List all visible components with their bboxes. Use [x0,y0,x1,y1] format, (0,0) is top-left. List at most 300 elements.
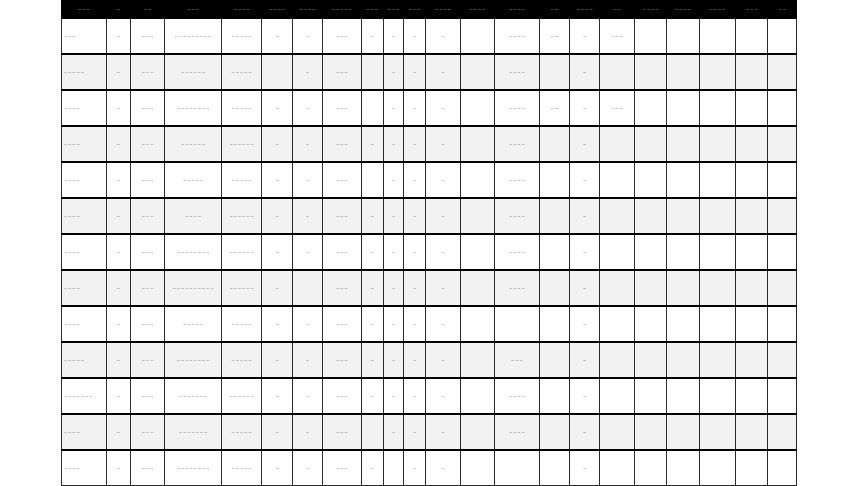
table-cell[interactable] [634,342,666,378]
table-cell[interactable]: — — — — — — — — — — [165,270,222,306]
table-cell[interactable]: — [570,234,600,270]
table-cell[interactable]: — [106,126,130,162]
table-cell[interactable] [699,450,735,486]
table-cell[interactable] [699,306,735,342]
table-cell[interactable] [634,198,666,234]
table-cell[interactable] [667,414,699,450]
table-cell[interactable] [600,54,634,90]
table-cell[interactable]: — — — [130,342,164,378]
table-cell[interactable]: — [570,270,600,306]
table-cell[interactable]: — [570,162,600,198]
table-cell[interactable] [736,342,768,378]
table-cell[interactable]: — [404,198,426,234]
table-cell[interactable]: — — — — — — — [165,378,222,414]
table-cell[interactable]: — — — [495,342,540,378]
table-cell[interactable] [736,306,768,342]
table-cell[interactable] [736,198,768,234]
table-cell[interactable]: — [570,306,600,342]
table-cell[interactable]: — [292,450,322,486]
table-cell[interactable]: — [361,18,383,54]
table-cell[interactable]: — — — — — — — — — [165,18,222,54]
table-cell[interactable] [539,306,569,342]
table-cell[interactable]: — [361,234,383,270]
table-cell[interactable]: — [106,342,130,378]
table-cell[interactable]: — [570,198,600,234]
table-cell[interactable]: — — — [130,306,164,342]
column-header[interactable]: — — [600,0,634,18]
table-cell[interactable]: — [404,270,426,306]
table-cell[interactable] [667,198,699,234]
table-cell[interactable]: — [383,342,403,378]
table-cell[interactable] [539,378,569,414]
table-cell[interactable]: — — — — — [221,306,261,342]
table-cell[interactable] [736,378,768,414]
table-cell[interactable]: — — [539,18,569,54]
table-cell[interactable]: — — — [323,378,361,414]
table-cell[interactable] [768,306,797,342]
table-cell[interactable] [600,234,634,270]
table-cell[interactable]: — — — — — [62,342,107,378]
table-cell[interactable] [539,54,569,90]
table-cell[interactable]: — — — [323,306,361,342]
table-cell[interactable] [768,270,797,306]
column-header[interactable]: — — — — — [323,0,361,18]
table-cell[interactable] [667,378,699,414]
table-cell[interactable]: — [361,450,383,486]
column-header[interactable]: — — — — [426,0,460,18]
table-cell[interactable]: — [292,342,322,378]
table-cell[interactable]: — [383,54,403,90]
table-cell[interactable]: — — — [323,126,361,162]
table-cell[interactable]: — — — — — [62,54,107,90]
table-cell[interactable] [699,90,735,126]
table-cell[interactable]: — [426,414,460,450]
table-cell[interactable] [460,162,494,198]
table-cell[interactable]: — [361,270,383,306]
table-cell[interactable]: — — — — [495,198,540,234]
table-cell[interactable] [634,54,666,90]
table-cell[interactable]: — [292,306,322,342]
table-cell[interactable] [634,450,666,486]
table-cell[interactable] [768,414,797,450]
table-cell[interactable]: — [426,234,460,270]
column-header[interactable]: — — — — [634,0,666,18]
table-cell[interactable] [736,234,768,270]
table-cell[interactable] [634,378,666,414]
table-cell[interactable]: — — — — [495,18,540,54]
column-header[interactable]: — — — — [292,0,322,18]
table-cell[interactable]: — [262,306,292,342]
table-cell[interactable] [736,450,768,486]
table-cell[interactable]: — [262,342,292,378]
table-cell[interactable]: — [570,126,600,162]
table-cell[interactable] [600,342,634,378]
table-cell[interactable] [736,414,768,450]
table-cell[interactable]: — [262,378,292,414]
table-cell[interactable]: — — — [130,126,164,162]
table-cell[interactable] [768,90,797,126]
table-cell[interactable] [736,126,768,162]
table-cell[interactable]: — [262,450,292,486]
table-cell[interactable]: — — — — — [221,18,261,54]
table-cell[interactable]: — — — [130,378,164,414]
table-cell[interactable]: — [426,54,460,90]
table-cell[interactable]: — — — [130,54,164,90]
table-cell[interactable]: — — — — — — — — [165,90,222,126]
table-cell[interactable]: — — — [323,270,361,306]
table-cell[interactable]: — — — [600,90,634,126]
table-cell[interactable] [361,414,383,450]
table-cell[interactable]: — [361,306,383,342]
table-cell[interactable]: — — — — — — — [62,378,107,414]
table-cell[interactable] [634,90,666,126]
column-header[interactable]: — — — [736,0,768,18]
table-cell[interactable]: — — — — [62,90,107,126]
table-cell[interactable]: — — — — — [221,414,261,450]
table-cell[interactable]: — — — [130,450,164,486]
table-cell[interactable]: — [106,18,130,54]
column-header[interactable]: — — — — [221,0,261,18]
table-cell[interactable]: — [404,126,426,162]
table-cell[interactable]: — — — [130,198,164,234]
table-cell[interactable]: — [383,270,403,306]
table-cell[interactable] [667,450,699,486]
column-header[interactable]: — — — — [460,0,494,18]
table-cell[interactable]: — [106,198,130,234]
table-cell[interactable]: — [383,378,403,414]
table-cell[interactable]: — — — — — — — — [165,234,222,270]
table-cell[interactable]: — [383,126,403,162]
column-header[interactable]: — — — [62,0,107,18]
table-cell[interactable]: — [426,90,460,126]
table-cell[interactable] [634,414,666,450]
table-cell[interactable]: — — — — [62,198,107,234]
table-cell[interactable] [699,414,735,450]
column-header[interactable]: — — — [383,0,403,18]
table-cell[interactable]: — — — — — — [165,126,222,162]
table-cell[interactable]: — — — — [495,54,540,90]
table-cell[interactable]: — [262,234,292,270]
table-cell[interactable]: — [106,414,130,450]
table-cell[interactable] [460,90,494,126]
column-header[interactable]: — — [130,0,164,18]
table-cell[interactable]: — [106,234,130,270]
table-cell[interactable]: — [570,378,600,414]
table-cell[interactable] [262,54,292,90]
table-cell[interactable] [699,198,735,234]
table-cell[interactable]: — [404,342,426,378]
table-cell[interactable]: — [292,54,322,90]
table-cell[interactable]: — — — — — — — — [165,450,222,486]
table-cell[interactable]: — [106,54,130,90]
table-cell[interactable]: — — — [130,414,164,450]
table-cell[interactable] [600,378,634,414]
table-cell[interactable]: — — — [323,90,361,126]
table-cell[interactable]: — [292,162,322,198]
column-header[interactable]: — — — — [570,0,600,18]
table-cell[interactable]: — [383,306,403,342]
table-cell[interactable]: — — — — — — [221,270,261,306]
table-cell[interactable] [667,126,699,162]
table-cell[interactable] [539,414,569,450]
table-cell[interactable]: — — — — — — — — [165,342,222,378]
table-cell[interactable]: — [426,342,460,378]
table-cell[interactable]: — — — [130,90,164,126]
table-cell[interactable]: — [292,90,322,126]
table-cell[interactable] [736,162,768,198]
table-cell[interactable] [634,162,666,198]
table-cell[interactable]: — [570,414,600,450]
table-cell[interactable]: — [262,18,292,54]
column-header[interactable]: — — — [404,0,426,18]
table-cell[interactable]: — [570,90,600,126]
table-cell[interactable]: — — — [323,162,361,198]
table-cell[interactable] [460,270,494,306]
table-cell[interactable]: — — — — — [221,54,261,90]
table-cell[interactable]: — — — — — — [221,234,261,270]
table-cell[interactable]: — — — — — [221,90,261,126]
table-cell[interactable]: — — [539,90,569,126]
table-cell[interactable]: — — — — — — [221,378,261,414]
table-cell[interactable] [667,234,699,270]
table-cell[interactable] [539,126,569,162]
table-cell[interactable] [768,342,797,378]
table-cell[interactable]: — [361,378,383,414]
table-cell[interactable]: — [404,18,426,54]
table-cell[interactable]: — — — — [495,90,540,126]
table-cell[interactable]: — [404,414,426,450]
table-cell[interactable] [539,198,569,234]
table-cell[interactable]: — — — — [495,414,540,450]
table-cell[interactable]: — [404,54,426,90]
table-cell[interactable]: — — — — [62,306,107,342]
table-cell[interactable] [699,234,735,270]
table-cell[interactable]: — [106,378,130,414]
column-header[interactable]: — — — — [699,0,735,18]
table-cell[interactable] [634,306,666,342]
table-cell[interactable]: — [426,450,460,486]
table-cell[interactable] [292,270,322,306]
table-cell[interactable] [667,270,699,306]
table-cell[interactable] [768,162,797,198]
table-cell[interactable]: — — — [323,234,361,270]
column-header[interactable]: — — [768,0,797,18]
table-cell[interactable]: — — — — [62,234,107,270]
table-cell[interactable] [667,18,699,54]
table-cell[interactable]: — [262,270,292,306]
table-cell[interactable]: — [404,234,426,270]
table-cell[interactable] [667,162,699,198]
table-cell[interactable] [736,90,768,126]
table-cell[interactable]: — [106,270,130,306]
table-cell[interactable] [699,18,735,54]
table-cell[interactable]: — — — [130,270,164,306]
table-cell[interactable] [600,450,634,486]
table-cell[interactable]: — [292,234,322,270]
table-cell[interactable] [539,342,569,378]
table-cell[interactable]: — — — [130,18,164,54]
table-cell[interactable]: — [262,198,292,234]
table-cell[interactable]: — [262,126,292,162]
column-header[interactable]: — — [539,0,569,18]
table-cell[interactable] [768,18,797,54]
table-cell[interactable]: — [292,126,322,162]
table-cell[interactable] [460,342,494,378]
table-cell[interactable] [361,90,383,126]
table-cell[interactable]: — — — — — [165,162,222,198]
table-cell[interactable]: — [426,198,460,234]
table-cell[interactable]: — — — — — — [221,126,261,162]
table-cell[interactable] [768,234,797,270]
table-cell[interactable] [600,162,634,198]
table-cell[interactable]: — — — [323,450,361,486]
table-cell[interactable]: — — — [130,162,164,198]
table-cell[interactable] [699,126,735,162]
table-cell[interactable] [768,126,797,162]
table-cell[interactable] [667,54,699,90]
table-cell[interactable]: — — — — [62,450,107,486]
table-cell[interactable] [634,234,666,270]
table-cell[interactable] [460,450,494,486]
table-cell[interactable] [667,306,699,342]
table-cell[interactable] [539,450,569,486]
table-cell[interactable]: — [361,126,383,162]
table-cell[interactable] [667,90,699,126]
table-cell[interactable]: — — — [600,18,634,54]
table-cell[interactable] [383,450,403,486]
table-cell[interactable]: — — — — — [165,306,222,342]
table-cell[interactable]: — — — — [62,126,107,162]
table-cell[interactable]: — [570,18,600,54]
table-cell[interactable] [600,126,634,162]
table-cell[interactable]: — [570,54,600,90]
column-header[interactable]: — — — [361,0,383,18]
table-cell[interactable]: — — — — — [221,162,261,198]
table-cell[interactable] [667,342,699,378]
table-cell[interactable] [699,378,735,414]
table-cell[interactable] [699,54,735,90]
table-cell[interactable]: — — — — — [221,450,261,486]
table-cell[interactable] [634,18,666,54]
table-cell[interactable]: — [383,162,403,198]
table-cell[interactable]: — — — — [495,270,540,306]
table-cell[interactable]: — [262,162,292,198]
table-cell[interactable]: — — — [323,18,361,54]
table-cell[interactable]: — [426,306,460,342]
table-cell[interactable] [768,54,797,90]
column-header[interactable]: — — — — [262,0,292,18]
table-cell[interactable]: — [383,414,403,450]
table-cell[interactable]: — — — [323,414,361,450]
table-cell[interactable]: — [404,306,426,342]
table-cell[interactable]: — [361,342,383,378]
table-cell[interactable]: — [262,90,292,126]
table-cell[interactable]: — [292,378,322,414]
column-header[interactable]: — — — [165,0,222,18]
table-cell[interactable] [600,270,634,306]
table-cell[interactable]: — [570,450,600,486]
table-cell[interactable] [699,162,735,198]
table-cell[interactable] [600,306,634,342]
column-header[interactable]: — — — — [667,0,699,18]
table-cell[interactable] [361,162,383,198]
table-cell[interactable]: — — — — [62,162,107,198]
table-cell[interactable] [539,162,569,198]
table-cell[interactable]: — [570,342,600,378]
table-cell[interactable] [768,450,797,486]
table-cell[interactable]: — [106,306,130,342]
table-cell[interactable] [460,306,494,342]
table-cell[interactable]: — [361,198,383,234]
column-header[interactable]: — — — — [495,0,540,18]
table-cell[interactable]: — [404,162,426,198]
table-cell[interactable]: — [404,450,426,486]
table-cell[interactable]: — [106,90,130,126]
table-cell[interactable] [460,54,494,90]
table-cell[interactable]: — [426,162,460,198]
table-cell[interactable] [539,234,569,270]
table-cell[interactable]: — [426,378,460,414]
table-cell[interactable]: — — — — — [221,342,261,378]
table-cell[interactable] [361,54,383,90]
table-cell[interactable]: — — — — — — [221,198,261,234]
table-cell[interactable] [736,18,768,54]
table-cell[interactable]: — [426,126,460,162]
table-cell[interactable]: — [262,414,292,450]
table-cell[interactable]: — — — — [495,162,540,198]
table-cell[interactable] [460,198,494,234]
table-cell[interactable] [460,378,494,414]
table-cell[interactable] [736,54,768,90]
table-cell[interactable]: — — — — [62,414,107,450]
table-cell[interactable]: — — — — [495,378,540,414]
table-cell[interactable]: — — — — [165,198,222,234]
table-cell[interactable]: — [404,90,426,126]
table-cell[interactable]: — — — [130,234,164,270]
table-cell[interactable] [460,126,494,162]
table-cell[interactable] [460,234,494,270]
table-cell[interactable] [600,414,634,450]
table-cell[interactable] [699,270,735,306]
column-header[interactable]: — [106,0,130,18]
table-cell[interactable] [460,18,494,54]
table-cell[interactable] [460,414,494,450]
table-cell[interactable]: — [383,90,403,126]
table-cell[interactable]: — — — — [62,270,107,306]
table-cell[interactable]: — [106,162,130,198]
table-cell[interactable] [768,378,797,414]
table-cell[interactable]: — — — [323,54,361,90]
table-cell[interactable] [634,126,666,162]
table-cell[interactable]: — [383,234,403,270]
table-cell[interactable] [539,270,569,306]
table-cell[interactable] [600,198,634,234]
table-cell[interactable] [495,450,540,486]
table-cell[interactable]: — [383,18,403,54]
table-cell[interactable] [495,306,540,342]
table-cell[interactable]: — [292,198,322,234]
table-cell[interactable] [736,270,768,306]
table-cell[interactable]: — [292,414,322,450]
table-cell[interactable]: — [404,378,426,414]
table-cell[interactable] [634,270,666,306]
table-cell[interactable]: — — — — — — [165,54,222,90]
table-cell[interactable] [768,198,797,234]
table-cell[interactable]: — — — — [495,234,540,270]
table-cell[interactable]: — — — [323,198,361,234]
table-cell[interactable]: — [292,18,322,54]
table-cell[interactable]: — [383,198,403,234]
